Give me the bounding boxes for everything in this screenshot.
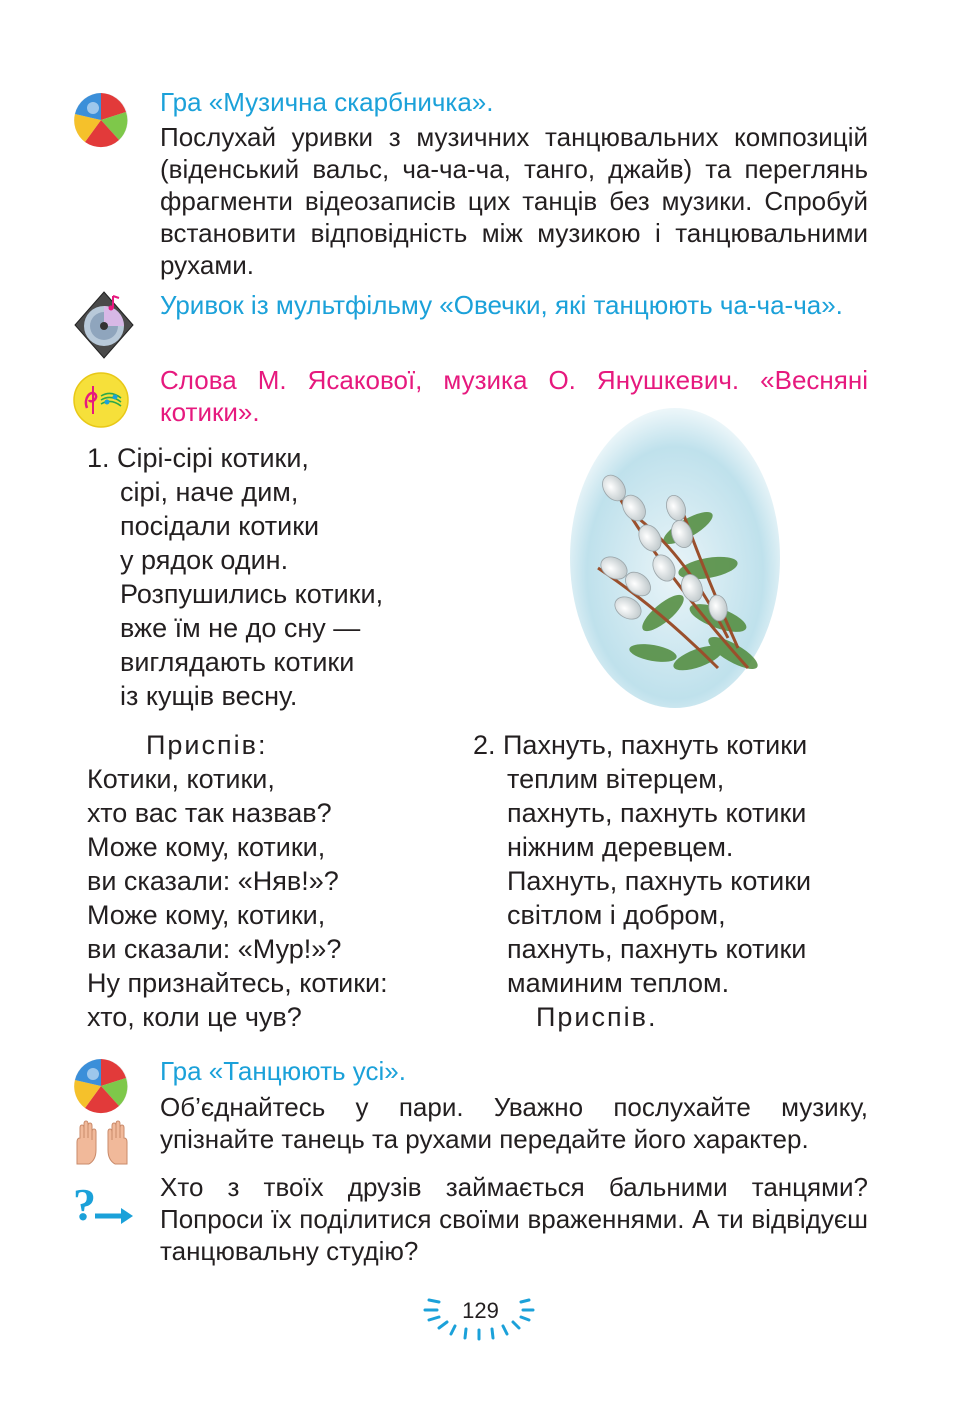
question-arrow-icon <box>73 1178 137 1230</box>
verse-1-line: Розпушились котики, <box>120 579 384 609</box>
section-1-body: Послухай уривки з музичних танцювальних композицій (віденський вальс, ча-ча-ча, танго, джайв) та переглянь фрагменти відеозаписів цих танців без музики. Спробуй встановити відповідність між музикою і танцювальними рухами. <box>160 122 868 280</box>
chorus-line: хто вас так назвав? <box>87 798 332 828</box>
chorus-line: ви сказали: «Мур!»? <box>87 934 342 964</box>
chorus-line: Може кому, котики, <box>87 832 326 862</box>
section-4-body: Об’єднайтесь у пари. Уважно послухайте музику, упізнайте танець та рухами передайте його характер. <box>160 1092 868 1154</box>
section-2-text: Уривок із мультфільму «Овечки, які танцюють ча-ча-ча». <box>160 290 843 320</box>
verse-1-line: виглядають котики <box>120 647 355 677</box>
section-5-body: Хто з твоїх друзів займається бальними танцями? Попроси їх поділитися своїми враженнями. А ти відвідуєш танцювальну студію? <box>160 1172 868 1266</box>
ball-icon <box>73 1058 129 1114</box>
verse-2-line: ніжним деревцем. <box>507 832 734 862</box>
svg-text:?: ? <box>73 1179 96 1230</box>
disc-icon <box>73 290 135 360</box>
music-note-icon <box>73 372 129 428</box>
verse-1-line: у рядок один. <box>120 545 289 575</box>
verse-2-line: теплим вітерцем, <box>507 764 725 794</box>
verse-1-line: вже їм не до сну — <box>120 613 361 643</box>
hands-icon <box>71 1120 133 1168</box>
section-3-text: Слова М. Ясакової, музика О. Янушкевич. «Весняні котики». <box>160 365 868 427</box>
chorus-line: Ну признайтесь, котики: <box>87 968 388 998</box>
chorus-line: хто, коли це чув? <box>87 1002 302 1032</box>
verse-2-line: Пахнуть, пахнуть котики <box>507 866 812 896</box>
verse-2-line: маминим теплом. <box>507 968 730 998</box>
chorus-heading: Приспів: <box>146 730 268 760</box>
verse-2-line: пахнуть, пахнуть котики <box>507 798 807 828</box>
verse-2-line: 2. Пахнуть, пахнуть котики <box>473 730 808 760</box>
chorus-line: ви сказали: «Няв!»? <box>87 866 339 896</box>
verse-2-line: світлом і добром, <box>507 900 726 930</box>
verse-1-line: 1. Сірі-сірі котики, <box>87 443 309 473</box>
verse-1-line: із кущів весну. <box>120 681 298 711</box>
section-1-title: Гра «Музична скарбничка». <box>160 87 494 117</box>
verse-2-line: пахнуть, пахнуть котики <box>507 934 807 964</box>
verse-1-line: сірі, наче дим, <box>120 477 299 507</box>
willow-branch-image <box>568 408 782 708</box>
chorus-line: Котики, котики, <box>87 764 275 794</box>
page-number: 129 <box>462 1298 499 1323</box>
chorus-line: Може кому, котики, <box>87 900 326 930</box>
verse-2-refrain: Приспів. <box>536 1002 658 1032</box>
verse-1-line: посідали котики <box>120 511 320 541</box>
section-4-title: Гра «Танцюють усі». <box>160 1056 406 1086</box>
ball-icon <box>73 92 129 148</box>
